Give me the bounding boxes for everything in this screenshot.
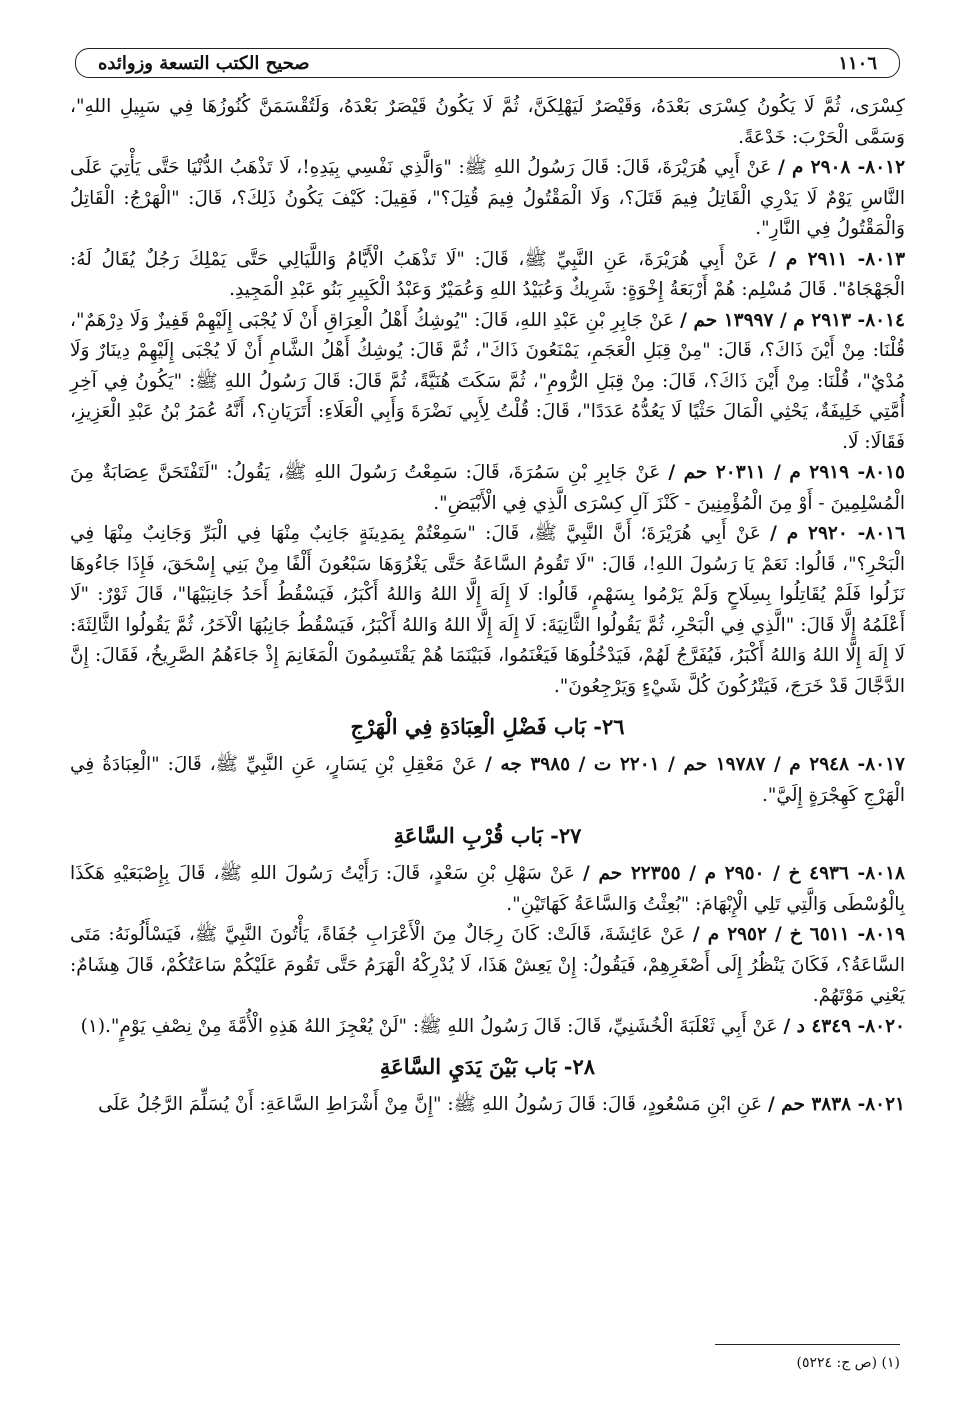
hadith-number: ٨٠٢١- ٣٨٣٨ حم / (767, 1094, 905, 1115)
footnote-separator (715, 1344, 900, 1345)
chapter-heading-27: ٢٧- بَاب قُرْبِ السَّاعَةِ (393, 823, 582, 848)
hadith-list-b (70, 750, 905, 811)
hadith-entry (70, 153, 905, 245)
chapter-heading-26: ٢٦- بَاب فَضْلِ الْعِبَادَةِ فِي الْهَرْجِ (350, 714, 625, 739)
hadith-entry (70, 920, 905, 1012)
hadith-list-c (70, 859, 905, 1042)
hadith-entry (70, 458, 905, 519)
hadith-number: ٨٠١٣- ٢٩١١ م / (768, 248, 906, 270)
hadith-entry (70, 306, 905, 459)
hadith-text: عَنْ أَبِي ثَعْلَبَةَ الْخُشَنِيِّ، قَالَ: قَالَ رَسُولُ اللهِ ﷺ: "لَنْ يُعْجِزَ اللهُ هَذِهِ الْأُمَّةَ مِنْ نِصْفِ يَوْمٍ".(١) (80, 1015, 778, 1037)
hadith-text: عَنْ عَائِشَةَ، قَالَتْ: كَانَ رِجَالٌ مِنَ الْأَعْرَابِ جُفَاةً، يَأْتُونَ النَّبِيَّ ﷺ، فَيَسْأَلُونَهُ: مَتَى السَّاعَةُ؟، فَكَانَ يَنْظُرُ إِلَى أَصْغَرِهِمْ، فَيَقُولُ: إِنْ يَعِشْ هَذَا، لَا يُدْرِكْهُ الْهَرَمُ حَتَّى تَقُومَ عَلَيْكُمْ سَاعَتُكُمْ، قَالَ هِشَامٌ: يَعْنِي مَوْتَهُمْ. (70, 924, 905, 1006)
hadith-entry (70, 245, 905, 306)
hadith-number: ٨٠١٧- ٢٩٤٨ م / ١٩٧٨٧ حم / ٢٢٠١ ت / ٣٩٨٥ جه / (485, 754, 905, 775)
hadith-entry (70, 519, 905, 702)
hadith-number: ٨٠١٦- ٢٩٢٠ م / (770, 523, 906, 544)
page-header (75, 48, 900, 78)
hadith-text: عَنْ جَابِرِ بْنِ عَبْدِ اللهِ، قَالَ: "يُوشِكُ أَهْلُ الْعِرَاقِ أَنْ لَا يُجْبَى إِلَيْهِمْ قَفِيزٌ وَلَا دِرْهَمٌ"، قُلْنَا: مِنْ أَيْنَ ذَاكَ؟، قَالَ: "مِنْ قِبَلِ الْعَجَمِ، يَمْنَعُونَ ذَاكَ"، ثُمَّ قَالَ: يُوشِكُ أَهْلُ الشَّامِ أَنْ لَا يُجْبَى إِلَيْهِمْ دِينَارٌ وَلَا مُدْيٌ"، قُلْنَا: مِنْ أَيْنَ ذَاكَ؟، قَالَ: مِنْ قِبَلِ الرُّومِ"، ثُمَّ سَكَتَ هُنَيَّةً، ثُمَّ قَالَ: قَالَ رَسُولُ اللهِ ﷺ: "يَكُونُ فِي آخِرِ أُمَّتِي خَلِيفَةٌ، يَحْثِي الْمَالَ حَثْيًا لَا يَعُدُّهُ عَدَدًا"، قَالَ: قُلْتُ لِأَبِي نَضْرَةَ وَأَبِي الْعَلَاءِ: أَتَرَيَانِ؟، أَنَّهُ عُمَرُ بْنُ عَبْدِ الْعَزِيزِ، فَقَالَا: لَا. (70, 309, 905, 453)
book-title: صحيح الكتب التسعة وزوائده (98, 52, 310, 74)
hadith-text: عَنْ سَهْلِ بْنِ سَعْدٍ، قَالَ: رَأَيْتُ رَسُولَ اللهِ ﷺ، قَالَ بِإِصْبَعَيْهِ هَكَذَا بِالْوُسْطَى وَالَّتِي تَلِي الْإِبْهَامَ: "بُعِثْتُ وَالسَّاعَةُ كَهَاتَيْنِ". (70, 863, 905, 915)
hadith-entry (70, 750, 905, 811)
hadith-text: عَنْ أَبِي هُرَيْرَةَ، عَنِ النَّبِيِّ ﷺ، قَالَ: "لَا تَذْهَبُ الْأَيَّامُ وَاللَّيَالِي حَتَّى يَمْلِكَ رَجُلٌ يُقَالُ لَهُ: الْجَهْجَاهُ". قَالَ مُسْلِم: هُمْ أَرْبَعَةُ إِخْوَةٍ: شَرِيكٌ وَعُبَيْدُ اللهِ وَعُمَيْرٌ وَعَبْدُ الْكَبِيرِ بَنُو عَبْدِ الْمَجِيدِ. (70, 248, 905, 300)
hadith-entry (70, 859, 905, 920)
hadith-entry (70, 1090, 905, 1121)
hadith-number: ٨٠١٩- ٦٥١١ خ / ٢٩٥٢ م / (692, 924, 905, 945)
hadith-list-d (70, 1090, 905, 1121)
page-number: ١١٠٦ (838, 52, 877, 74)
hadith-entry (70, 1012, 905, 1043)
continuation-text: كِسْرَى، ثُمَّ لَا يَكُونُ كِسْرَى بَعْدَهُ، وَقَيْصَرٌ لَيَهْلِكَنَّ، ثُمَّ لَا يَكُونُ قَيْصَرٌ بَعْدَهُ، وَلَتُقْسَمَنَّ كُنُوزُهَا فِي سَبِيلِ اللهِ"، وَسَمَّى الْحَرْبَ: خَدْعَةً. (70, 96, 905, 148)
hadith-text: عَنْ أَبِي هُرَيْرَةَ؛ أَنَّ النَّبِيَّ ﷺ، قَالَ: "سَمِعْتُمْ بِمَدِينَةٍ جَانِبٌ مِنْهَا فِي الْبَرِّ وَجَانِبٌ مِنْهَا فِي الْبَحْرِ؟"، قَالُوا: نَعَمْ يَا رَسُولَ اللهِ!، قَالَ: "لَا تَقُومُ السَّاعَةُ حَتَّى يَغْزُوَهَا سَبْعُونَ أَلْفًا مِنْ بَنِي إِسْحَقَ، فَإِذَا جَاءُوهَا نَزَلُوا فَلَمْ يُقَاتِلُوا بِسِلَاحٍ وَلَمْ يَرْمُوا بِسَهْمٍ، قَالُوا: لَا إِلَهَ إِلَّا اللهُ وَاللهُ أَكْبَرُ، فَيَسْقُطُ أَحَدُ جَانِبَيْهَا"، قَالَ ثَوْرٌ: "لَا أَعْلَمُهُ إِلَّا قَالَ: "الَّذِي فِي الْبَحْرِ، ثُمَّ يَقُولُوا الثَّانِيَةَ: لَا إِلَهَ إِلَّا اللهُ وَاللهُ أَكْبَرُ، فَيَسْقُطُ جَانِبُهَا الْآخَرُ، ثُمَّ يَقُولُوا الثَّالِثَةَ: لَا إِلَهَ إِلَّا اللهُ وَاللهُ أَكْبَرُ، فَيُفَرَّجُ لَهُمْ، فَيَدْخُلُوهَا فَيَغْنَمُوا، فَبَيْنَمَا هُمْ يَقْتَسِمُونَ الْمَغَانِمَ إِذْ جَاءَهُمُ الصَّرِيخُ، فَقَالَ: إِنَّ الدَّجَّالَ قَدْ خَرَجَ، فَيَتْرُكُونَ كُلَّ شَيْءٍ وَيَرْجِعُونَ". (70, 523, 905, 697)
footnote: (١) (ص ج: ٥٢٢٤) (796, 1355, 900, 1371)
hadith-text: عَنِ ابْنِ مَسْعُودٍ، قَالَ: قَالَ رَسُولُ اللهِ ﷺ: "إِنَّ مِنْ أَشْرَاطِ السَّاعَةِ: أَنْ يُسَلِّمَ الرَّجُلُ عَلَى (98, 1094, 763, 1115)
hadith-number: ٨٠١٥- ٢٩١٩ م / ٢٠٣١١ حم / (668, 462, 905, 483)
chapter-heading-28: ٢٨- بَاب بَيْنَ يَدَيِ السَّاعَةِ (379, 1054, 596, 1079)
hadith-text: عَنْ جَابِرِ بْنِ سَمُرَةَ، قَالَ: سَمِعْتُ رَسُولَ اللهِ ﷺ، يَقُولُ: "لَتَفْتَحَنَّ عِصَابَةٌ مِنَ الْمُسْلِمِينَ - أَوْ مِنَ الْمُؤْمِنِينَ - كَنْزَ آلِ كِسْرَى الَّذِي فِي الْأَبْيَضِ". (70, 462, 905, 514)
hadith-list-a (70, 153, 905, 702)
hadith-text: عَنْ أَبِي هُرَيْرَةَ، قَالَ: قَالَ رَسُولُ اللهِ ﷺ: "وَالَّذِي نَفْسِي بِيَدِهِ!، لَا تَذْهَبُ الدُّنْيَا حَتَّى يَأْتِيَ عَلَى النَّاسِ يَوْمٌ لَا يَدْرِي الْقَاتِلُ فِيمَ قَتَلَ؟، وَلَا الْمَقْتُولُ فِيمَ قُتِلَ؟"، فَقِيلَ: كَيْفَ يَكُونُ ذَلِكَ؟، قَالَ: "الْهَرْجُ: الْقَاتِلُ وَالْمَقْتُولُ فِي النَّارِ". (70, 157, 905, 239)
page-content (70, 92, 905, 1121)
hadith-number: ٨٠٢٠- ٤٣٤٩ د / (783, 1015, 905, 1037)
hadith-number: ٨٠١٨- ٤٩٣٦ خ / ٢٩٥٠ م / ٢٢٣٥٥ حم / (583, 863, 905, 884)
hadith-number: ٨٠١٢- ٢٩٠٨ م / (778, 157, 906, 178)
hadith-text: عَنْ مَعْقِلِ بْنِ يَسَارٍ، عَنِ النَّبِيِّ ﷺ، قَالَ: "الْعِبَادَةُ فِي الْهَرْجِ كَهِجْرَةٍ إِلَيَّ". (70, 754, 905, 806)
hadith-number: ٨٠١٤- ٢٩١٣ م / ١٣٩٩٧ حم / (680, 309, 905, 331)
